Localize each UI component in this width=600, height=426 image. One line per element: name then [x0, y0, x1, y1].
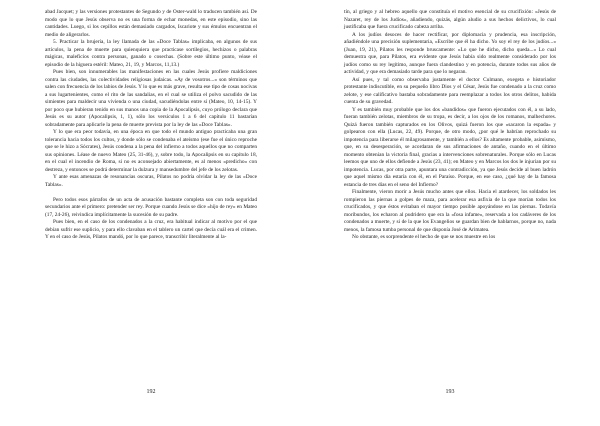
paragraph: abad Jacquet; y las versiones protestantes de Segundo y de Oster-wald lo traducen también así. De modo que lo que Jesús observa no es una forma de echar monedas, en este episodio, sino las cantidades. Luego, si los cepillos están demasiado cargados, Iscariote y sus émulos encuentran el medio de aligerarlos.: [45, 9, 257, 38]
paragraph: No obstante, es sorprendente el hecho de que se nos muestre en los: [352, 234, 496, 240]
paragraph: 5. Practicar la brujería, la ley llamada de las «Doce Tablas» implicaba, en algunos de sus artículos, la pena de muerte para quienquiera que practicase sortilegios, hechizos o palabras mágicas, maleficios contra personas, ganado o cosechas. (Sobre este último punto, véase el episodio de la higuera estéril: Mateo, 21, 19, y Marcos, 11,13.): [45, 39, 257, 68]
paragraph: tín, al griego y al hebreo aquello que constituía el motivo esencial de su crucifixión: «Jesús de Nazaret, rey de los Judíos», añadiendo, quizás, algún aludio a sus hechos delictivos, lo cual justificaba que fuera crucificado cabeza arriba.: [344, 9, 556, 30]
page-number: 192: [146, 389, 156, 395]
paragraph: Pues bien, son innumerables las manifestaciones en las cuales Jesús profiere maldiciones contra las ciudades, las colectividades religiosas judaicas. «Ay de vosotros...» son términos que salen con frecuencia de los labios de Jesús. Y lo que es más grave, resulta ese tipo de cosas nocivas a sus lugartenientes, como el rito de las sandalias, en el cual se utiliza el polvo sacudido de las simientes para maldecir una vivienda o una ciudad, sacudiéndolas entre sí (Mateo, 10, 14-15). Y por poco que hubieran tenido en sus manos una copia de la Apocalipsis, cuyo prólogo declara que Jesús es su autor (Apocalipsis, 1, 1), sólo los versículos 1 a 6 del capítulo 11 bastarían sobradamente para aplicarle la pena de muerte prevista por la ley de las «Doce Tablas».: [45, 69, 257, 128]
right-page: [300, 0, 600, 426]
paragraph: Y es también muy probable que los dos «bandidos» que fueron ejecutados con él, a su lado, fueran también zelotas, miembros de su tropa, es decir, a los ojos de los romanos, malhechores. Quizá fueron también capturados en los Olivos, quizá fueron los que «sacaron la espada» y golpearon con ella (Lucas, 22, 49). Porque, de otro modo, ¿por qué le habrían reprochado su impotencia para liberarse él milagrosamente, y también a ellos? Es altamente probable, asimismo, que, en su desesperación, se acordaran de sus afirmaciones de antaño, cuando en el último momento obtenían la victoria final, gracias a intervenciones sobrenaturales. Porque sólo en Lucas leemos que uno de ellos defiende a Jesús (23, 41); en Mateo y en Marcos los dos le injurian por su impotencia. Lucas, por otra parte, apuntara una contradicción, ya que Jesús decide al buen ladrón que aquel mismo día estaría con él, en el Paraíso. Porque, en ese caso, ¿qué hay de la famosa estancia de tres días en el seno del Infierno?: [344, 106, 556, 188]
right-page-text: [344, 9, 556, 242]
paragraph: Y lo que era peor todavía, en una época en que todo el mundo antiguo practicaba una gran tolerancia hacia todos los cultos, y donde sólo se condenaba el ateísmo (ese fue el único reproche que se le hizo a Sócrates), Jesús condena a la pena del infierno a todos aquellos que no comparten sus opiniones. Léase de nuevo Mateo (25, 31-46), y, sobre todo, la Apocalipsis en su capítulo 18, en el cual el incendio de Roma, si no es aconsejado abiertamente, es al menos «predicho» con destreza, y entonces se podrá determinar la dulzura y mansedumbre del jefe de los zelotas.: [45, 129, 257, 173]
page-number: 193: [445, 389, 455, 395]
paragraph: Y ante esas amenazas de resonancias oscuras, Pilatos no podría olvidar la ley de las «Doce Tablas».: [45, 174, 257, 188]
paragraph: Finalmente, vieron morir a Jesús mucho antes que ellos. Hacia el atardecer, los soldados les rompieron las piernas a golpes de maza, para acelerar esa asfixia de la que morían todos los crucificados, y que éstos evitaban el mayor tiempo posible apoyándose en las piernas. Todavía moribundos, los echaron al pudridero que era la «fosa infame», reservada a los cadáveres de los condenados a muerte, y si de la que los Evangelios se guardan bien de hablarnos, porque no, nada menos, la famosa tumba personal de que disponía José de Arimatea.: [344, 189, 556, 233]
left-page-text: [45, 9, 257, 242]
paragraph: Pero todos esos párrafos de un acta de acusación bastante completa son con toda seguridad secundarios ante el primero: pretender ser rey. Porque cuando Jesús se dice «hijo de rey» en Mateo (17, 24-26), reivindica implícitamente la sucesión de su padre.: [45, 196, 257, 218]
paragraph: Así pues, y tal como observaba justamente el doctor Culmann, exegeta e historiador protestante indiscutible, en su pequeño libro Dios y el César, Jesús fue condenado a la cruz como zelote, y ese calificativo bastaba sobradamente para reemplazar a todos los otros delitos, habida cuenta de su gravedad.: [344, 76, 556, 105]
paragraph: Pues bien, en el caso de los condenados a la cruz, era habitual indicar al motivo por el que debían sufrir ese suplicio, y para ello clavaban en el tablero un cartel que decía cuál era el crimen. Y en el caso de Jesús, Pilatos mandó, por lo que parece, transcribir literalmente al la-: [45, 219, 257, 240]
paragraph: A los judíos desoces de hacer rectificar, por diplomacia y prudencia, esa inscripción, añadiéndole una precisión suplementaria, «Escribe que él ha dicho. Yo soy el rey de los judíos...» (Juan, 19, 21), Pilatos les responde bruscamente: «Lo que he dicho, dicho queda...» Lo cual demuestra que, para Pilatos, era evidente que Jesús había sido realmente considerado por los judíos como su rey legítimo, aunque fuera clandestino y en potencia, durante todos sus años de actividad, y que era demasiado tarde para que lo negaran.: [344, 31, 556, 75]
